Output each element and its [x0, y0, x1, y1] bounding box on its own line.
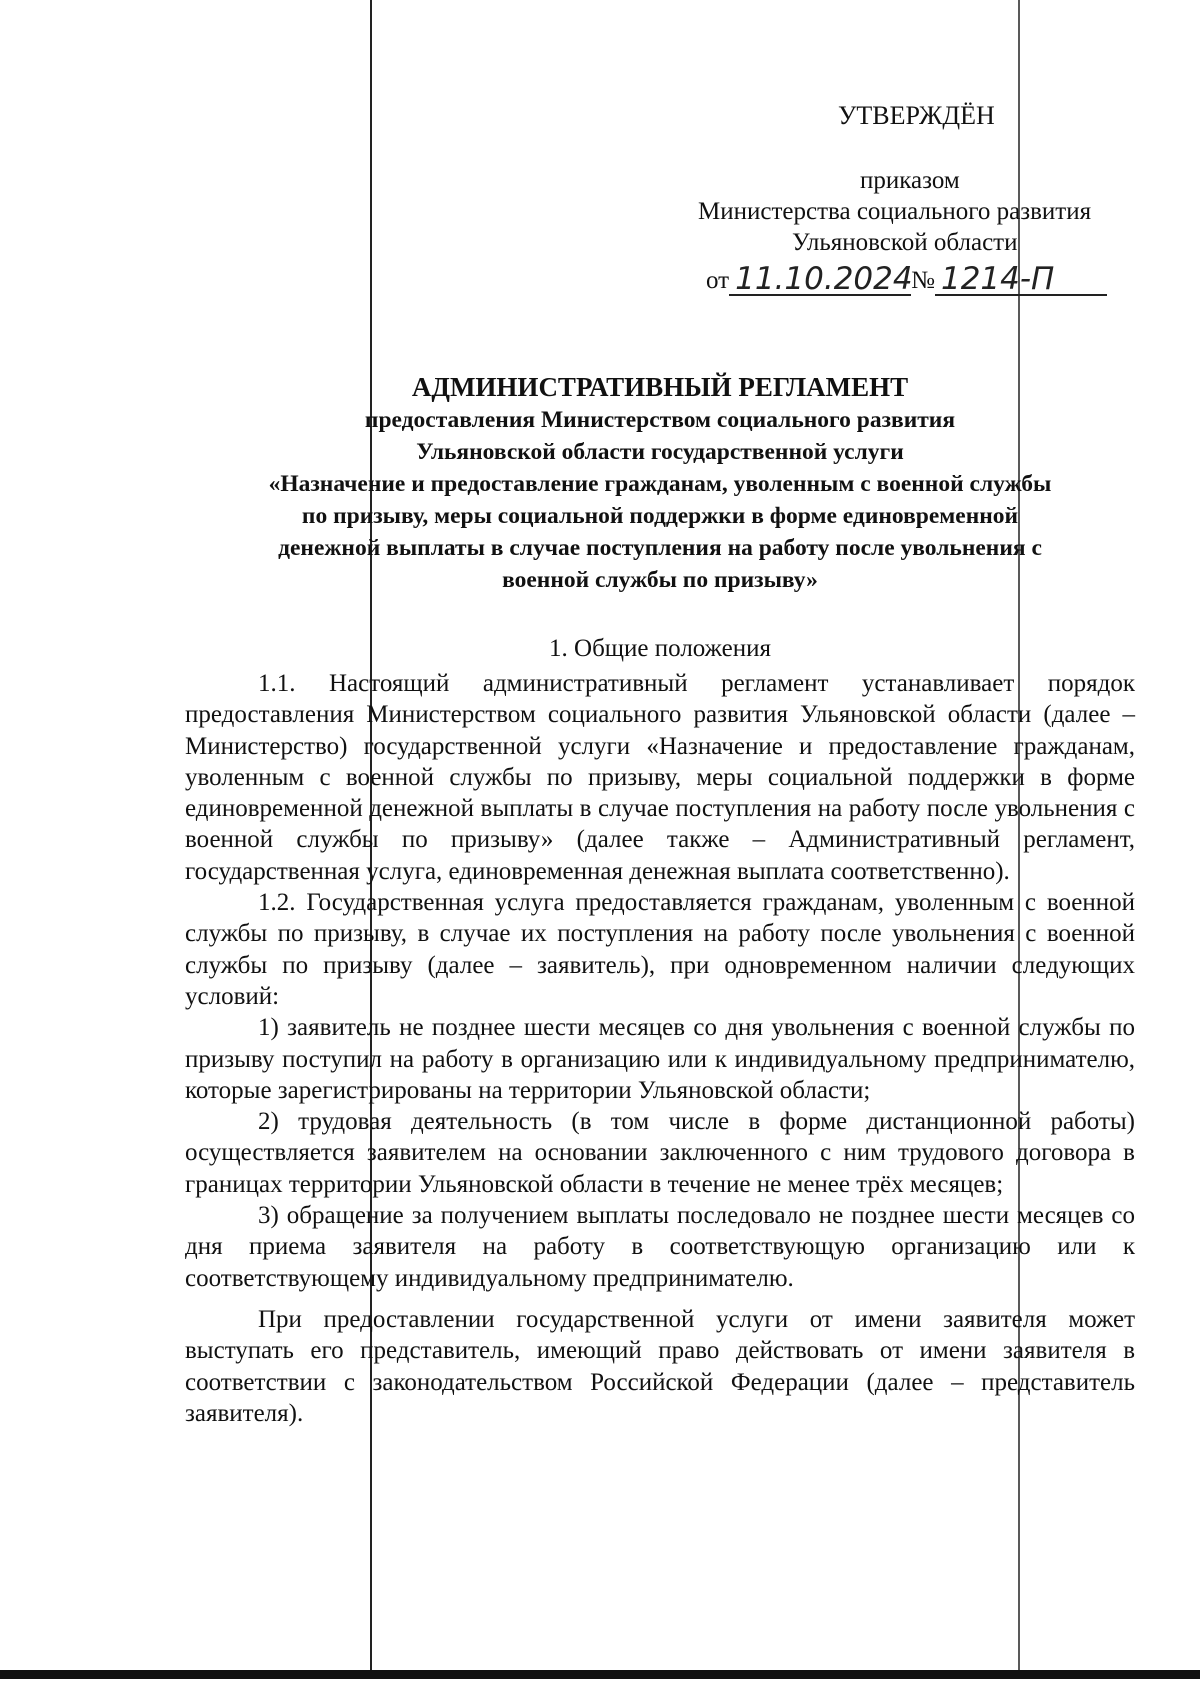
- document-title: [180, 370, 1140, 596]
- title-line: «Назначение и предоставление гражданам, уволенным с военной службы: [268, 471, 1052, 497]
- approval-date-number: [706, 261, 1150, 297]
- handwritten-number: 1214-П: [935, 264, 1107, 296]
- representative-paragraph: При предоставлении государственной услуги от имени заявителя может выступать его представитель, имеющий право действовать от имени заявителя в соответствии с законодательством Российской Федерации (далее – представитель заявителя).: [185, 1305, 1135, 1427]
- title-line: предоставления Министерством социального развития: [364, 407, 956, 433]
- condition-3: 3) обращение за получением выплаты последовало не позднее шести месяцев со дня приема заявителя на работу в соответствующую организацию или к соответствующему индивидуальному предпринимателю.: [185, 1202, 1135, 1292]
- approval-heading: УТВЕРЖДЁН: [838, 101, 995, 130]
- title-heading: АДМИНИСТРАТИВНЫЙ РЕГЛАМЕНТ: [411, 372, 909, 402]
- number-prefix: №: [911, 267, 935, 294]
- paragraph-1-2: 1.2. Государственная услуга предоставляется гражданам, уволенным с военной службы по призыву, в случае их поступления на работу после увольнения с военной службы по призыву (далее – заявитель), при одновременном наличии следующих условий:: [185, 889, 1135, 1010]
- date-prefix: от: [706, 267, 730, 294]
- condition-2: 2) трудовая деятельность (в том числе в форме дистанционной работы) осуществляется заявителем на основании заключенного с ним трудового договора в границах территории Ульяновской области в течение не менее трёх месяцев;: [185, 1108, 1135, 1198]
- handwritten-date: 11.10.2024: [729, 264, 911, 296]
- approval-line-region: Ульяновской области: [792, 229, 1018, 256]
- scan-bottom-edge: [0, 1670, 1200, 1679]
- document-body: [185, 668, 1135, 1429]
- approval-stamp: [690, 100, 1150, 296]
- title-line: денежной выплаты в случае поступления на работу после увольнения с: [278, 535, 1042, 561]
- title-line: Ульяновской области государственной услуги: [416, 439, 904, 465]
- condition-1: 1) заявитель не позднее шести месяцев со дня увольнения с военной службы по призыву поступил на работу в организацию или к индивидуальному предпринимателю, которые зарегистрированы на территории Ульяновской области;: [185, 1014, 1135, 1104]
- approval-line-order: приказом: [860, 167, 960, 194]
- approval-line-ministry: Министерства социального развития: [698, 198, 1092, 225]
- section-heading: 1. Общие положения: [549, 635, 771, 662]
- title-line: военной службы по призыву»: [502, 567, 818, 593]
- title-line: по призыву, меры социальной поддержки в форме единовременной: [301, 503, 1019, 529]
- paragraph-1-1: 1.1. Настоящий административный регламент устанавливает порядок предоставления Министерством социального развития Ульяновской области (далее – Министерство) государственной услуги «Назначение и предоставление гражданам, уволенным с военной службы по призыву, меры социальной поддержки в форме единовременной денежной выплаты в случае поступления на работу после увольнения с военной службы по призыву» (далее также – Административный регламент, государственная услуга, единовременная денежная выплата соответственно).: [185, 670, 1135, 885]
